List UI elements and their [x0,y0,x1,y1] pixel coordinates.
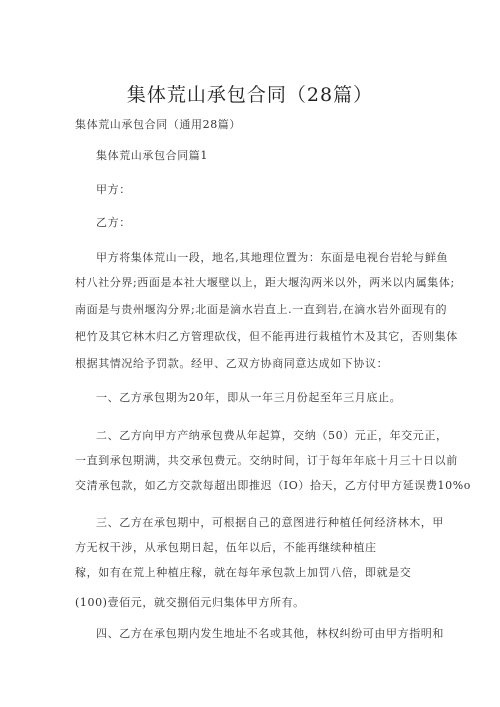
party-b-label: 乙方： [96,216,131,229]
clause-three-line: 三、乙方在承包期中，可根据自己的意图进行种植任何经济林木，甲 [96,516,444,529]
paragraph-line: 根据其情况给予罚款。经甲、乙双方协商同意达成如下协议： [75,357,389,370]
clause-four-line: 四、乙方在承包期内发生地址不名或其他，林权纠纷可由甲方指明和 [96,627,444,640]
clause-one-line: 一、乙方承包期为20年，即从一年三月份起至年三月底止。 [96,391,402,404]
paragraph-line: 南面是与贵州堰沟分界;北面是滴水岩直上.一直到岩,在滴水岩外面现有的 [75,303,448,316]
paragraph-line: 杷竹及其它林木归乙方管理砍伐，但不能再进行栽植竹木及其它，否则集体 [75,330,458,343]
clause-three-line: 稼，如有在荒上种植庄稼，就在每年承包款上加罚八倍，即就是交 [75,566,412,579]
paragraph-line: 村八社分界;西面是本社大堰壁以上，距大堰沟两米以外，两米以内属集体; [75,276,455,289]
section-heading: 集体荒山承包合同篇1 [96,149,208,162]
paragraph-line: 甲方将集体荒山一段，地名,其地理位置为：东面是电视台岩轮与鲜鱼 [96,251,449,264]
document-subtitle: 集体荒山承包合同（通用28篇） [75,118,241,131]
clause-three-line: 方无权干涉，从承包期日起，伍年以后，不能再继续种植庄 [75,541,377,554]
party-a-label: 甲方： [96,183,131,196]
clause-three-line: (100)壹佰元，就交捌佰元归集体甲方所有。 [75,596,305,609]
clause-two-line: 交清承包款，如乙方交款每超出即推迟（IO）拾天，乙方付甲方延误费10%o [75,479,472,492]
clause-two-line: 二、乙方向甲方产纳承包费从年起算，交纳（50）元正，年交元正， [96,429,448,442]
document-title: 集体荒山承包合同（28篇） [126,84,374,106]
clause-two-line: 一直到承包期满，共交承包费元。交纳时间，订于每年年底十月三十日以前 [75,454,458,467]
